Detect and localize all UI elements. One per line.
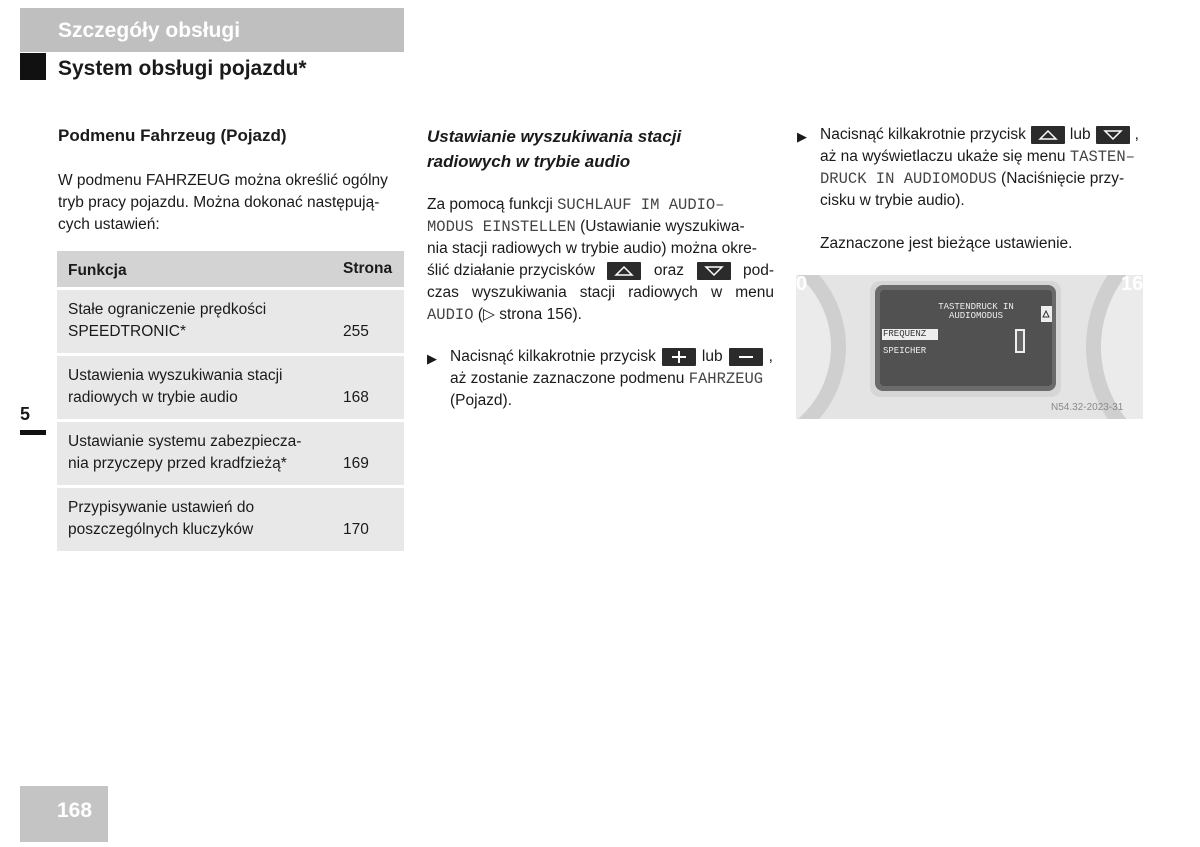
function-line: Przypisywanie ustawień do bbox=[68, 499, 255, 516]
display-title-line: AUDIOMODUS bbox=[948, 311, 1003, 321]
text: ślić działanie przycisków bbox=[427, 262, 595, 279]
middle-step bbox=[427, 346, 774, 412]
text: (Ustawianie wyszukiwa- bbox=[575, 218, 745, 235]
text: , bbox=[768, 348, 773, 365]
step-text bbox=[450, 346, 774, 412]
display-term: AUDIO bbox=[427, 306, 474, 324]
intro-line: cych ustawień: bbox=[58, 216, 160, 233]
function-cell bbox=[68, 299, 266, 343]
para-line: nia stacji radiowych w trybie audio) można okre- bbox=[427, 240, 757, 257]
page-number-box bbox=[20, 786, 108, 842]
text: lub bbox=[1069, 126, 1091, 143]
function-cell bbox=[68, 497, 254, 541]
para-line bbox=[427, 216, 774, 238]
para-line bbox=[427, 260, 774, 282]
right-step bbox=[797, 124, 1144, 212]
plus-key-icon bbox=[662, 348, 696, 366]
middle-paragraph bbox=[427, 194, 774, 326]
text: pod- bbox=[742, 262, 774, 279]
heading-line: Ustawianie wyszukiwania stacji bbox=[427, 127, 682, 146]
display-option-selected: FREQUENZ bbox=[883, 329, 927, 339]
table-header-row bbox=[57, 251, 404, 287]
chapter-tab bbox=[20, 404, 46, 435]
step-line bbox=[450, 368, 774, 390]
gauge-digit-right: 16 bbox=[1121, 275, 1143, 295]
heading-line: radiowych w trybie audio bbox=[427, 152, 631, 171]
chapter-number: 5 bbox=[20, 404, 31, 424]
function-line: SPEEDTRONIC* bbox=[68, 323, 186, 340]
display-term: FAHRZEUG bbox=[688, 370, 764, 388]
function-line: Stałe ograniczenie prędkości bbox=[68, 301, 267, 318]
table-row bbox=[57, 290, 404, 353]
function-cell bbox=[68, 431, 301, 475]
figure-caption: N54.32-2023-31 bbox=[1051, 402, 1124, 413]
page-title: System obsługi pojazdu* bbox=[58, 57, 307, 80]
step-text bbox=[820, 124, 1144, 212]
text: Nacisnąć kilkakrotnie przycisk bbox=[820, 126, 1026, 143]
page-cell: 168 bbox=[343, 389, 369, 406]
text: aż zostanie zaznaczone podmenu bbox=[450, 370, 689, 387]
gauge-digit-left: 0 bbox=[796, 275, 808, 295]
left-intro bbox=[58, 170, 388, 236]
display-term: SUCHLAUF IM AUDIO– bbox=[557, 196, 725, 214]
para-line bbox=[427, 304, 774, 326]
display-title bbox=[921, 303, 1031, 321]
step-line bbox=[820, 124, 1144, 146]
text: lub bbox=[701, 348, 723, 365]
text: (Naciśnięcie przy- bbox=[996, 170, 1125, 187]
chapter-tab-bar bbox=[20, 430, 46, 435]
para-line: czas wyszukiwania stacji radiowych w menu bbox=[427, 284, 774, 301]
down-arrow-key-icon bbox=[697, 262, 731, 280]
bullet-arrow-icon: ▶ bbox=[427, 351, 437, 366]
step-line bbox=[450, 346, 774, 368]
function-line: nia przyczepy przed kradfzieżą* bbox=[68, 455, 287, 472]
table-row bbox=[57, 422, 404, 485]
middle-heading bbox=[427, 124, 681, 174]
table-row bbox=[57, 356, 404, 419]
section-header bbox=[20, 8, 404, 52]
left-heading: Podmenu Fahrzeug (Pojazd) bbox=[58, 126, 287, 145]
intro-line: W podmenu FAHRZEUG można określić ogólny bbox=[58, 172, 388, 189]
text: aż na wyświetlaczu ukaże się menu bbox=[820, 148, 1070, 165]
function-line: radiowych w trybie audio bbox=[68, 389, 238, 406]
display-term: TASTEN– bbox=[1069, 148, 1135, 166]
function-line: poszczególnych kluczyków bbox=[68, 521, 254, 538]
text: (▷ strona 156). bbox=[473, 306, 582, 323]
function-cell bbox=[68, 365, 283, 409]
down-arrow-key-icon bbox=[1096, 126, 1130, 144]
text: oraz bbox=[653, 262, 685, 279]
column-header-function: Funkcja bbox=[68, 262, 127, 279]
step-line bbox=[820, 168, 1144, 190]
function-table bbox=[57, 251, 404, 554]
page-cell: 170 bbox=[343, 521, 369, 538]
function-line: Ustawianie systemu zabezpiecza- bbox=[68, 433, 302, 450]
up-arrow-key-icon bbox=[607, 262, 641, 280]
up-arrow-key-icon bbox=[1031, 126, 1065, 144]
intro-line: tryb pracy pojazdu. Można dokonać następują- bbox=[58, 194, 380, 211]
title-marker bbox=[20, 53, 46, 80]
step-line bbox=[820, 146, 1144, 168]
section-title: Szczegóły obsługi bbox=[58, 19, 241, 42]
display-term: MODUS EINSTELLEN bbox=[427, 218, 576, 236]
step-line: cisku w trybie audio). bbox=[820, 192, 965, 209]
display-title-line: TASTENDRUCK IN bbox=[938, 302, 1014, 312]
current-setting-note: Zaznaczone jest bieżące ustawienie. bbox=[820, 235, 1073, 252]
function-line: Ustawienia wyszukiwania stacji bbox=[68, 367, 283, 384]
instrument-display-figure bbox=[796, 275, 1143, 419]
para-line bbox=[427, 194, 774, 216]
table-row bbox=[57, 488, 404, 551]
display-option: SPEICHER bbox=[883, 346, 927, 356]
text: Za pomocą funkcji bbox=[427, 196, 558, 213]
display-term: DRUCK IN AUDIOMODUS bbox=[820, 170, 997, 188]
text: , bbox=[1134, 126, 1139, 143]
step-line: (Pojazd). bbox=[450, 392, 513, 409]
column-header-page: Strona bbox=[343, 260, 393, 277]
text: Nacisnąć kilkakrotnie przycisk bbox=[450, 348, 656, 365]
minus-key-icon bbox=[729, 348, 763, 366]
page-cell: 255 bbox=[343, 323, 369, 340]
page-number: 168 bbox=[57, 799, 93, 822]
bullet-arrow-icon: ▶ bbox=[797, 129, 807, 144]
page-cell: 169 bbox=[343, 455, 369, 472]
